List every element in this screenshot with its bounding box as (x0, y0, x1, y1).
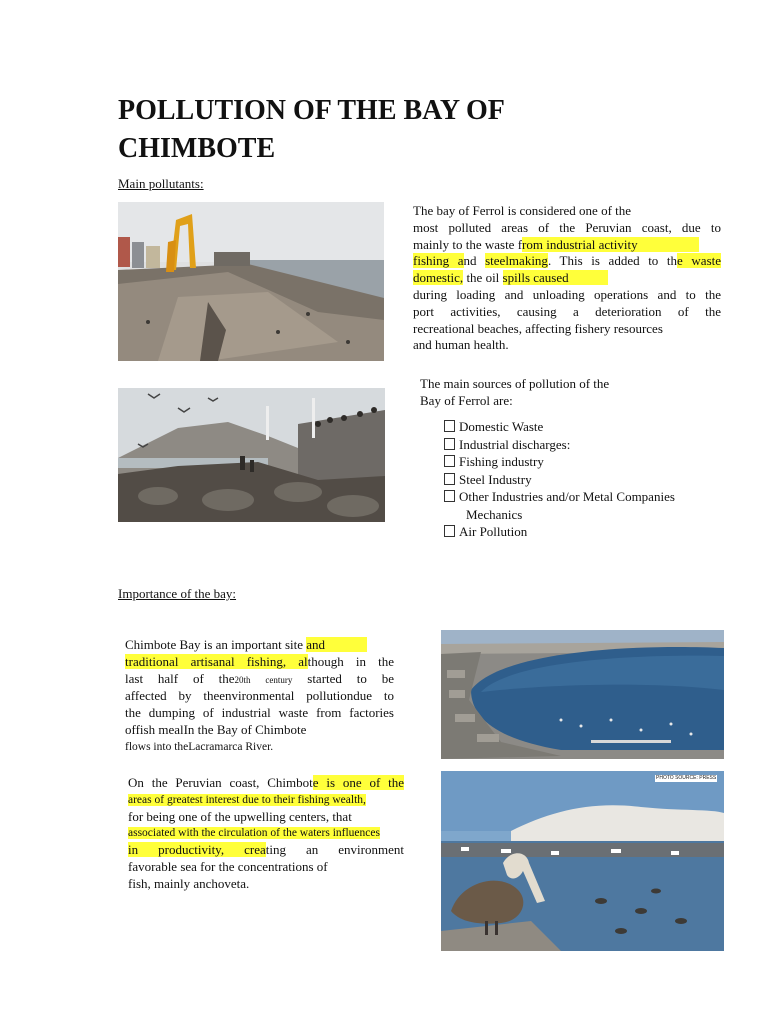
importance-heading: Importance of the bay: (118, 586, 237, 601)
pollution-sources-list (444, 418, 744, 541)
list-item: Air Pollution (444, 523, 744, 541)
checkbox-icon (444, 438, 455, 450)
seawall-pelicans-photo (118, 388, 385, 522)
checkbox-icon (444, 473, 455, 485)
coast-paragraph: On the Peruvian coast, Chimbote is one of the areas of greatest interest due to their fishing wealth, for being one of the upwelling centers, that associated with the circulation of the waters influences in productivity, creating an environment favorable sea for the concentrations of fish, mainly anchoveta. (128, 775, 404, 891)
checkbox-icon (444, 490, 455, 502)
list-item: Fishing industry (444, 453, 744, 471)
list-item: Steel Industry (444, 471, 744, 489)
checkbox-icon (444, 420, 455, 432)
page-title: POLLUTION OF THE BAY OF CHIMBOTE (118, 95, 505, 164)
photo-credit: PHOTO SOURCE: PRESS (656, 775, 717, 781)
sources-intro: The main sources of pollution of the Bay of Ferrol are: (420, 376, 610, 408)
bay-aerial-photo (441, 630, 724, 759)
pelican-boats-photo (441, 771, 724, 951)
list-item: Domestic Waste (444, 418, 744, 436)
importance-paragraph: Chimbote Bay is an important site and traditional artisanal fishing, although in the last half of the20th century started to be affected by theenvironmental pollutiondue to the dumping of industrial waste from factories offish mealIn the Bay of Chimbote flows into theLacramarca River. (125, 637, 394, 753)
list-item: Other Industries and/or Metal Companies (444, 488, 744, 506)
main-pollutants-heading: Main pollutants: (118, 176, 204, 191)
promenade-photo (118, 202, 384, 361)
intro-paragraph: The bay of Ferrol is considered one of the most polluted areas of the Peruvian coast, due to mainly to the waste from industrial activity fishing and steelmaking. This is added to the waste domestic, the oil spills caused during loading and unloading operations and to the port activities, causing a deterioration of the recreational beaches, affecting fishery resources and human health. (413, 203, 722, 353)
list-item: Industrial discharges: (444, 436, 744, 454)
checkbox-icon (444, 525, 455, 537)
checkbox-icon (444, 455, 455, 467)
list-item-continuation: Mechanics (466, 506, 523, 522)
